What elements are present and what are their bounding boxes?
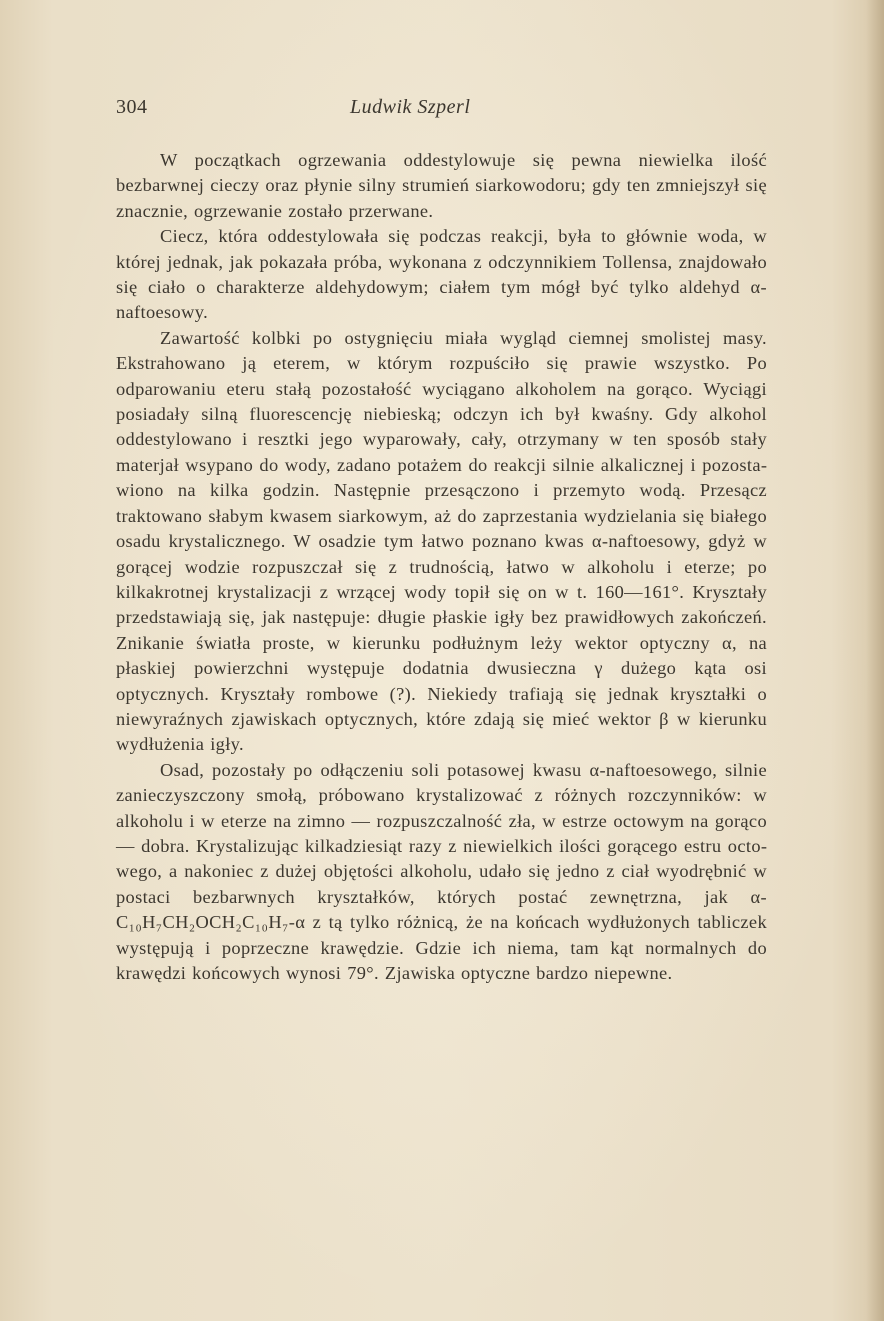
paragraph: Osad, pozostały po odłączeniu soli potasowej kwasu α-naftoesowego, silnie zanieczyszczony smołą, próbowano krystalizować z różnych rozczynników: w alkoholu i w eterze na zimno — rozpuszczalność zła, w estrze octowym na gorąco — dobra. Krystalizując kilkadziesiąt razy z niewielkich ilości gorącego estru octowego, a nakoniec z dużej objętości alkoholu, udało się jedno z ciał wyodrębnić w postaci bezbarwnych kryształków, których postać zewnętrzna, jak α-C₁₀H₇CH₂OCH₂C₁₀H₇-α z tą tylko różnicą, że na końcach wydłużonych tabliczek występują i poprzeczne krawędzie. Gdzie ich niema, tam kąt normalnych do krawędzi końcowych wynosi 79°. Zjawiska optyczne bardzo niepewne.	[116, 759, 767, 983]
page-number: 304	[116, 96, 148, 118]
paragraph: Ciecz, która oddestylowała się podczas reakcji, była to głównie woda, w której jednak, jak pokazała próba, wykonana z odczynnikiem Tollensa, znajdowało się ciało o charakterze aldehydowym; ciałem tym mógł być tylko aldehyd α-naftoesowy.	[116, 226, 767, 323]
page-edge-shadow	[866, 0, 884, 1321]
body-text	[116, 148, 767, 986]
paragraph: W początkach ogrzewania oddestylowuje się pewna niewielka ilość bezbarwnej cieczy oraz płynie silny strumień siarkowodoru; gdy ten zmniejszył się znacznie, ogrzewanie zostało przerwane.	[116, 150, 767, 221]
page-header	[116, 96, 766, 126]
running-head: Ludwik Szperl	[350, 96, 471, 118]
paragraph: Zawartość kolbki po ostygnięciu miała wygląd ciemnej smolistej masy. Ekstrahowano ją eterem, w którym rozpuściło się prawie wszystko. Po odparowaniu eteru stałą pozostałość wyciągano alkoholem na gorąco. Wyciągi posiadały silną fluorescencję niebieską; odczyn ich był kwaśny. Gdy alkohol oddestylowano i resztki jego wyparowały, cały, otrzymany w ten sposób stały materjał wsypano do wody, zadano potażem do reakcji silnie alkalicznej i pozostawiono na kilka godzin. Następnie przesączono i przemyto wodą. Przesącz traktowano słabym kwasem siarkowym, aż do zaprzestania wydzielania się białego osadu krystalicznego. W osadzie tym łatwo poznano kwas α-naftoesowy, gdyż w gorącej wodzie rozpuszczał się z trudnością, łatwo w alkoholu i eterze; po kilkakrotnej krystalizacji z wrzącej wody topił się on w t. 160—161°. Kryształy przedstawiają się, jak następuje: długie płaskie igły bez prawidłowych zakończeń. Znikanie światła proste, w kierunku podłużnym leży wektor optyczny α, na płaskiej powierzchni występuje dodatnia dwusieczna γ dużego kąta osi optycznych. Kryształy rombowe (?). Niekiedy trafiają się jednak kryształki o niewyraźnych zjawiskach optycznych, które zdają się mieć wektor β w kierunku wydłużenia igły.	[116, 327, 767, 755]
